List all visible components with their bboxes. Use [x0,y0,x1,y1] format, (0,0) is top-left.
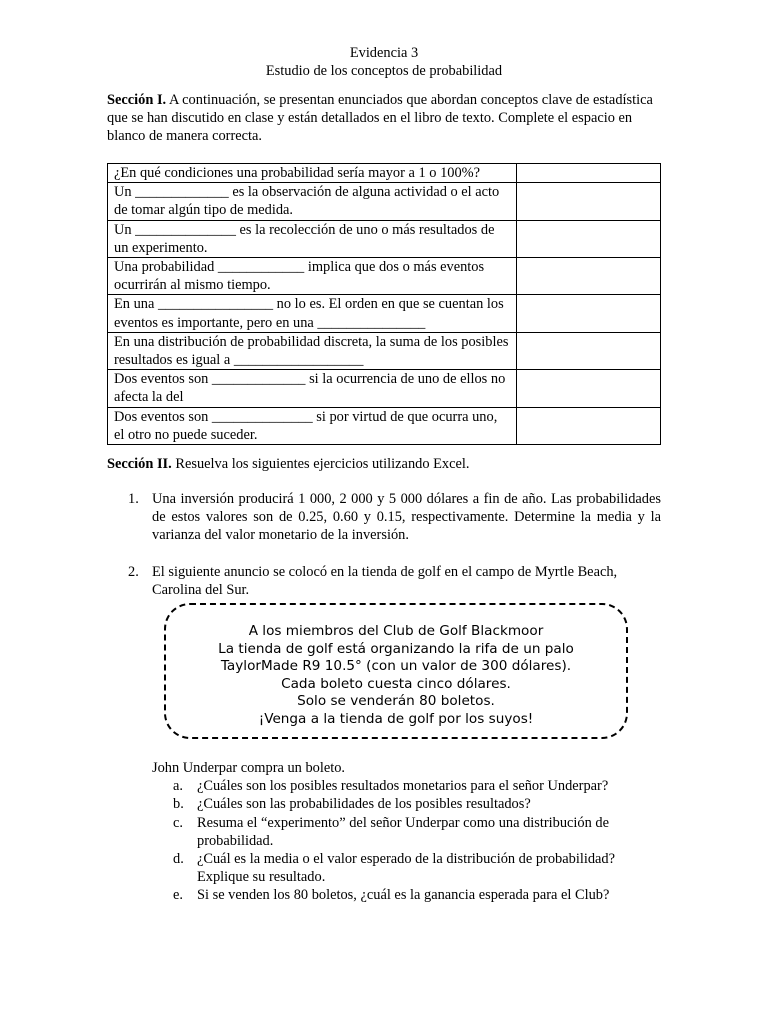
document-title: Evidencia 3 [349,45,419,61]
answer-cell[interactable] [517,295,661,332]
section1-intro [107,91,661,146]
answer-cell[interactable] [517,183,661,220]
subquestion-list [152,777,642,904]
table-row [108,407,661,444]
exercise-2 [107,563,661,599]
list-item [152,814,642,850]
subquestion-letter: d. [173,851,184,868]
exercise-2-lead: John Underpar compra un boleto. [152,760,346,776]
subquestion-text: ¿Cuáles son las probabilidades de los posibles resultados? [197,796,531,813]
section2-intro-text: Resuelva los siguientes ejercicios utilizando Excel. [171,456,470,472]
subquestion-letter: b. [173,796,184,813]
exercise-2-questions [152,759,642,905]
subquestion-letter: e. [173,887,183,904]
answer-cell[interactable] [517,370,661,407]
question-cell: Dos eventos son _____________ si la ocurrencia de uno de ellos no afecta la del [108,370,517,407]
subquestion-text: Si se venden los 80 boletos, ¿cuál es la ganancia esperada para el Club? [197,887,610,904]
table-row [108,258,661,295]
list-item [152,850,642,886]
question-cell: ¿En qué condiciones una probabilidad sería mayor a 1 o 100%? [108,164,517,183]
announcement-line: La tienda de golf está organizando la rifa de un palo [218,640,574,657]
subquestion-text: Resuma el “experimento” del señor Underpar como una distribución de probabilidad. [197,814,609,849]
exercise-text: Una inversión producirá 1 000, 2 000 y 5 000 dólares a fin de año. Las probabilidades de estos valores son de 0.25, 0.60 y 0.15, respectivamente. Determine la media y la varianza del valor monetario de la inversión. [152,491,661,544]
fill-in-table [107,163,661,445]
exercise-text: El siguiente anuncio se colocó en la tienda de golf en el campo de Myrtle Beach, Carolina del Sur. [152,564,618,599]
raffle-announcement-box [164,603,628,739]
subquestion-letter: c. [173,814,183,831]
table-row [108,295,661,332]
exercise-1 [107,490,661,545]
exercise-list [107,490,661,545]
table-row [108,370,661,407]
document-header [0,45,768,80]
subquestion-letter: a. [173,778,183,795]
exercise-number: 1. [128,491,139,507]
subquestion-text: ¿Cuáles son los posibles resultados monetarios para el señor Underpar? [197,778,609,795]
question-cell: En una distribución de probabilidad discreta, la suma de los posibles resultados es igual a __________________ [108,332,517,369]
document-subtitle: Estudio de los conceptos de probabilidad [265,62,503,79]
list-item [152,795,642,813]
announcement-line: Solo se venderán 80 boletos. [297,693,495,710]
answer-cell[interactable] [517,220,661,257]
answer-cell[interactable] [517,332,661,369]
question-cell: Un ______________ es la recolección de uno o más resultados de un experimento. [108,220,517,257]
question-cell: Dos eventos son ______________ si por virtud de que ocurra uno, el otro no puede suceder. [108,407,517,444]
list-item [152,886,642,904]
answer-cell[interactable] [517,407,661,444]
table-row [108,332,661,369]
exercise-number: 2. [128,564,139,580]
list-item [152,777,642,795]
announcement-line: TaylorMade R9 10.5° (con un valor de 300 dólares). [220,658,572,675]
announcement-line: A los miembros del Club de Golf Blackmoor [248,623,544,639]
section2-intro [107,455,667,473]
question-cell: En una ________________ no lo es. El orden en que se cuentan los eventos es importante, pero en una _______________ [108,295,517,332]
answer-cell[interactable] [517,258,661,295]
table-row [108,183,661,220]
table-row [108,164,661,183]
answer-cell[interactable] [517,164,661,183]
announcement-line: Cada boleto cuesta cinco dólares. [281,675,511,692]
subquestion-text: ¿Cuál es la media o el valor esperado de la distribución de probabilidad? Explique su resultado. [197,851,615,886]
table-row [108,220,661,257]
section2-heading: Sección II. [107,456,172,472]
question-cell: Un _____________ es la observación de alguna actividad o el acto de tomar algún tipo de medida. [108,183,517,220]
question-cell: Una probabilidad ____________ implica que dos o más eventos ocurrirán al mismo tiempo. [108,258,517,295]
section1-intro-text: A continuación, se presentan enunciados que abordan conceptos clave de estadística que se han discutido en clase y están detallados en el libro de texto. Complete el espacio en blanco de manera correcta. [107,92,653,145]
section1-heading: Sección I. [107,92,167,108]
announcement-line: ¡Venga a la tienda de golf por los suyos! [258,710,534,727]
